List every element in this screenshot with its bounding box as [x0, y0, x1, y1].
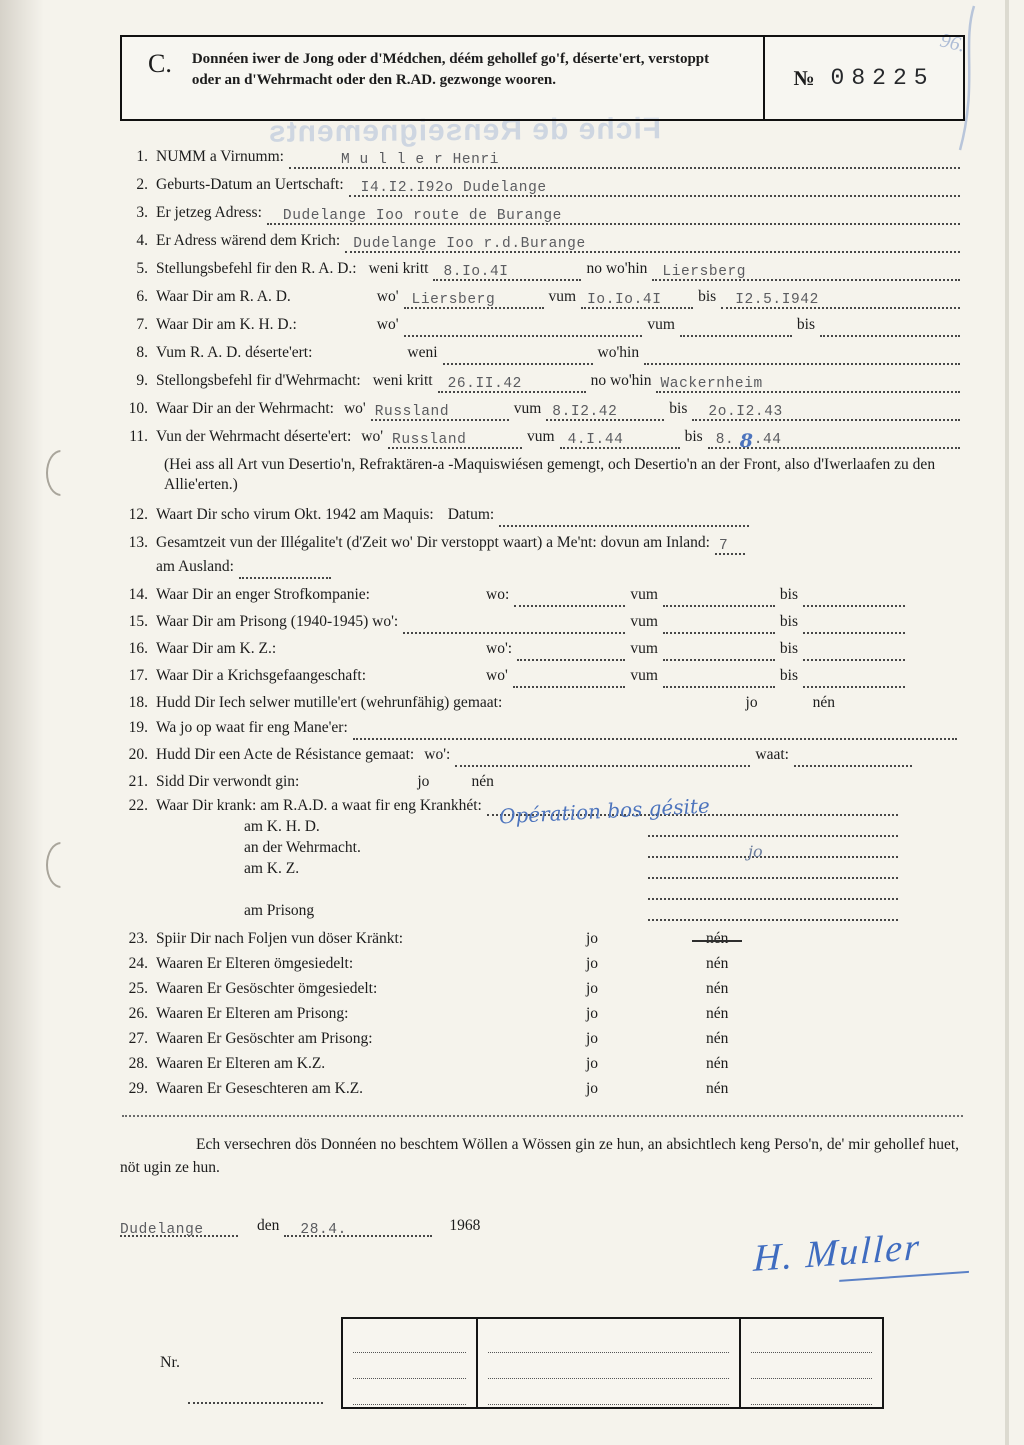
row-18: [120, 693, 965, 713]
dotted-field: [803, 666, 905, 688]
item-number: 8.: [136, 344, 148, 361]
jo-option: jo: [586, 955, 599, 972]
jo-option: jo: [417, 773, 430, 790]
item-label: Vun der Wehrmacht déserte'ert:: [156, 428, 352, 445]
signature: H. Muller: [752, 1225, 922, 1295]
form-number-box: [763, 37, 963, 119]
item-label: Waar Dir a Krichsgefaangeschaft:: [156, 667, 367, 684]
bottom-table-col-1: [343, 1319, 476, 1407]
row-17: [120, 666, 965, 688]
typed-entry: Dudelange Ioo r.d.Burange: [353, 236, 586, 252]
dotted-line: [488, 1327, 729, 1353]
date-field: [284, 1217, 432, 1237]
row-16: [120, 639, 965, 661]
item-label: Waar Dir am Prisong (1940-1945) wo':: [156, 613, 399, 630]
item-number: 22.: [128, 797, 148, 814]
dotted-line: [751, 1327, 872, 1353]
row-22-extra-line: [120, 881, 965, 900]
place-typed: Dudelange: [120, 1222, 204, 1238]
dotted-field: [794, 745, 912, 767]
item-number: 20.: [128, 746, 148, 763]
item-label: Spiir Dir nach Foljen vun döser Kränkt:: [156, 930, 404, 947]
item-label: Hudd Dir een Acte de Résistance gemaat:: [156, 746, 415, 763]
row-5: [120, 259, 965, 281]
dotted-field: [404, 287, 544, 309]
row-7: [120, 315, 965, 337]
dotted-field: [656, 371, 960, 393]
dotted-field: [289, 147, 960, 169]
row-26: [120, 1004, 965, 1024]
typed-entry: 8.Io.4I: [443, 264, 509, 280]
dotted-field: [239, 557, 331, 579]
field-label: wo': [361, 428, 384, 445]
sub-label: am Prisong: [244, 902, 315, 919]
bleedthrough-text: Fiche de Renseignements: [267, 112, 662, 149]
dotted-field: [648, 902, 898, 921]
dotted-field: [803, 639, 905, 661]
field-label: wo': [343, 400, 366, 417]
typed-entry: Io.Io.4I: [587, 292, 662, 308]
field-label: wo': [376, 288, 399, 305]
item-number: 13.: [128, 534, 148, 551]
item-number: 25.: [128, 980, 148, 997]
dotted-field: [514, 585, 625, 607]
nr-dotted-field: [188, 1402, 323, 1404]
dotted-field: [371, 399, 509, 421]
dotted-field: [803, 585, 905, 607]
field-label: bis: [684, 428, 703, 445]
dotted-line: [353, 1327, 466, 1353]
item-11-note: (Hei ass all Art vun Desertio'n, Refraktären-a -Maquiswiésen gemengt, och Desertio'n an der Front, also d'Iwerlaafen zu den Allie'erten.): [164, 456, 936, 493]
row-22-sub2: [120, 839, 965, 861]
dotted-line: [353, 1379, 466, 1405]
row-24: [120, 954, 965, 974]
dotted-field: [438, 371, 586, 393]
jo-option: jo: [586, 1030, 599, 1047]
dotted-field: [803, 612, 905, 634]
field-label: bis: [779, 613, 798, 630]
dotted-field: [499, 505, 749, 527]
field-label: weni kritt: [372, 372, 433, 389]
sub-label: am K. H. D.: [244, 818, 320, 835]
item-label: Waar Dir an enger Strofkompanie:: [156, 586, 370, 603]
dotted-field: [353, 718, 957, 740]
item-label: Waar Dir am K. Z.:: [156, 640, 277, 657]
item-label: Stellongsbefehl fir d'Wehrmacht:: [156, 372, 361, 389]
item-label: Stellungsbefehl fir den R. A. D.:: [156, 260, 357, 277]
item-label: Waaren Er Gesöschter am Prisong:: [156, 1030, 373, 1047]
dotted-field: [404, 315, 643, 337]
handwritten-correction: 8: [739, 430, 753, 452]
row-23: [120, 929, 965, 949]
field-label: vum: [630, 667, 658, 684]
row-8: [120, 343, 965, 365]
dotted-field: [517, 639, 625, 661]
jo-option: jo: [586, 980, 599, 997]
dotted-field: [546, 399, 664, 421]
dotted-field: [708, 427, 960, 452]
dotted-field: [648, 839, 898, 861]
item-label: Waar Dir am R. A. D.: [156, 288, 291, 305]
dotted-field: [487, 793, 898, 829]
item-label: Waaren Er Geseschteren am K.Z.: [156, 1080, 364, 1097]
nen-option: nén: [706, 980, 729, 997]
item-number: 3.: [136, 204, 148, 221]
typed-entry: 26.II.42: [447, 376, 522, 392]
field-label: vum: [527, 428, 555, 445]
item-number: 14.: [128, 586, 148, 603]
item-number: 28.: [128, 1055, 148, 1072]
item-number: 7.: [136, 316, 148, 333]
handwritten-corner-note: 96.: [937, 29, 968, 57]
dotted-field: [680, 315, 792, 337]
jo-option: jo: [586, 1080, 599, 1097]
typed-entry: I2.5.I942: [735, 292, 819, 308]
nen-option: nén: [812, 694, 835, 711]
field-label: wo': [486, 667, 508, 684]
handwritten-entry: Opération bos gésite: [498, 793, 711, 829]
dotted-field: [663, 585, 775, 607]
row-4: [120, 231, 965, 253]
sub-label: an der Wehrmacht.: [244, 839, 361, 856]
item-number: 6.: [136, 288, 148, 305]
dotted-line: [353, 1353, 466, 1379]
field-label: wo'hin: [597, 344, 640, 361]
typed-entry: Russland: [374, 404, 450, 420]
dotted-field: [443, 343, 593, 365]
row-14: [120, 585, 965, 607]
year-label: 1968: [449, 1217, 481, 1234]
nen-option: nén: [706, 1005, 729, 1022]
row-9: [120, 371, 965, 393]
dotted-line: [488, 1353, 729, 1379]
form-body: [120, 35, 965, 1409]
typed-entry: 2o.I2.43: [708, 404, 783, 420]
field-label: wo':: [424, 746, 451, 763]
row-27: [120, 1029, 965, 1049]
nr-label: Nr.: [160, 1354, 180, 1371]
row-25: [120, 979, 965, 999]
item-label: NUMM a Virnumm:: [156, 148, 284, 165]
bottom-table-row: [120, 1317, 965, 1409]
dotted-field: [581, 287, 693, 309]
bottom-table-col-2: [476, 1319, 739, 1407]
field-label: vum: [548, 288, 577, 305]
dotted-field: [560, 427, 680, 449]
item-label: Waart Dir scho virum Okt. 1942 am Maquis:: [156, 506, 434, 523]
dotted-field: [648, 860, 898, 879]
item-label: Er jetzeg Adress:: [156, 204, 262, 221]
field-label: bis: [779, 667, 798, 684]
item-label: Vum R. A. D. déserte'ert:: [156, 344, 313, 361]
date-typed: 28.4.: [300, 1222, 347, 1238]
dotted-field: [721, 287, 960, 309]
item-number: 11.: [129, 428, 148, 445]
item-label: Geburts-Datum an Uertschaft:: [156, 176, 344, 193]
declaration-paragraph: Ech versechren dös Donnéen no beschtem Wöllen a Wössen gin ze hun, an absichtlech keng Perso'n, de' mir gehollef huet, nöt ugin ze hun.: [120, 1136, 959, 1176]
den-label: den: [257, 1217, 280, 1234]
nen-option-struck: nén: [706, 930, 729, 947]
item-number: 15.: [128, 613, 148, 630]
item-label: Sidd Dir verwondt gin:: [156, 773, 300, 790]
row-2: [120, 175, 965, 197]
typed-entry: Liersberg: [662, 264, 747, 280]
typed-entry: Wackernheim: [660, 376, 763, 392]
field-label: vum: [513, 400, 542, 417]
typed-entry: 4.I.44: [567, 432, 624, 448]
typed-entry: Liersberg: [411, 292, 496, 308]
row-28: [120, 1054, 965, 1074]
field-label: weni: [407, 344, 438, 361]
dotted-field: [715, 533, 745, 555]
dotted-field: [692, 399, 960, 421]
field-label: bis: [698, 288, 717, 305]
row-15: [120, 612, 965, 634]
item-label: Waaren Er Gesöschter ömgesiedelt:: [156, 980, 378, 997]
dotted-field: [652, 259, 960, 281]
item-number: 17.: [128, 667, 148, 684]
row-22-sub4: [120, 902, 965, 921]
dotted-field: [349, 175, 960, 197]
jo-option: jo: [586, 1055, 599, 1072]
dotted-field: [513, 666, 626, 688]
row-12: [120, 505, 965, 527]
place-field: [120, 1217, 238, 1237]
item-label: am Ausland:: [156, 558, 234, 575]
dotted-field: [648, 881, 898, 900]
hole-punch-icon: [46, 842, 76, 888]
dotted-field: [648, 818, 898, 837]
row-1: [120, 147, 965, 169]
typed-entry: Dudelange Ioo route de Burange: [282, 208, 562, 224]
dotted-field: [403, 612, 625, 634]
field-label: no wo'hin: [590, 372, 652, 389]
field-label: weni kritt: [368, 260, 429, 277]
dotted-field: [388, 427, 522, 449]
nen-option: nén: [471, 773, 494, 790]
item-number: 1.: [136, 148, 148, 165]
handwritten-entry: jo: [748, 842, 763, 861]
item-label: Waar Dir krank: am R.A.D. a waat fir eng Krankhét:: [156, 797, 482, 814]
row-29: [120, 1079, 965, 1099]
section-divider: [122, 1115, 963, 1117]
item-number: 21.: [128, 773, 148, 790]
item-number: 2.: [136, 176, 148, 193]
section-letter: C.: [148, 49, 172, 78]
item-number: 27.: [128, 1030, 148, 1047]
field-label: no wo'hin: [586, 260, 648, 277]
item-label: Gesamtzeit vun der Illégalite't (d'Zeit wo' Dir verstoppt waart) a Me'nt: dovun am Inland:: [156, 534, 710, 551]
field-label: bis: [796, 316, 815, 333]
field-label: vum: [630, 613, 658, 630]
typed-entry: 8.: [715, 432, 735, 448]
item-number: 26.: [128, 1005, 148, 1022]
field-label: wo:: [486, 586, 510, 603]
row-3: [120, 203, 965, 225]
typed-entry: M u l l e r Henri: [340, 152, 500, 168]
question-list: [120, 147, 965, 1099]
item-number: 4.: [136, 232, 148, 249]
jo-option: jo: [586, 1005, 599, 1022]
typed-entry: Russland: [392, 432, 467, 448]
typed-entry: I4.I2.I92o Dudelange: [360, 180, 547, 196]
dotted-field: [433, 259, 581, 281]
bottom-table: [341, 1317, 884, 1409]
dotted-field: [455, 745, 750, 767]
nen-option: nén: [706, 1055, 729, 1072]
item-number: 9.: [136, 372, 148, 389]
dotted-line: [488, 1379, 729, 1405]
item-label: Waaren Er Elteren am K.Z.: [156, 1055, 326, 1072]
numero-sign: №: [793, 65, 815, 90]
row-22-sub3: [120, 860, 965, 879]
jo-option: jo: [586, 930, 599, 947]
field-label: waat:: [755, 746, 789, 763]
dotted-field: [267, 203, 960, 225]
field-label: bis: [779, 640, 798, 657]
item-number: 29.: [128, 1080, 148, 1097]
item-label: Waar Dir an der Wehrmacht:: [156, 400, 334, 417]
typed-entry: 8.I2.42: [552, 404, 618, 420]
jo-option: jo: [745, 694, 758, 711]
row-20: [120, 745, 965, 767]
dotted-field: [663, 666, 775, 688]
form-number-value: 08225: [830, 65, 935, 91]
item-number: 12.: [128, 506, 148, 523]
row-11: [120, 427, 965, 452]
row-19: [120, 718, 965, 740]
field-label: Datum:: [447, 506, 495, 523]
item-number: 23.: [128, 930, 148, 947]
row-10: [120, 399, 965, 421]
item-label: Wa jo op waat fir eng Mane'er:: [156, 719, 348, 736]
sub-label: am K. Z.: [244, 860, 300, 877]
dotted-line: [751, 1379, 872, 1405]
header-left: [122, 37, 763, 119]
item-label: Waaren Er Elteren ömgesiedelt:: [156, 955, 354, 972]
typed-entry: .44: [753, 432, 782, 448]
row-13b: [120, 557, 965, 579]
item-number: 10.: [128, 400, 148, 417]
item-number: 18.: [128, 694, 148, 711]
field-label: bis: [779, 586, 798, 603]
dotted-field: [663, 612, 775, 634]
typed-entry: 7: [718, 538, 729, 554]
header-paragraph: Donnéen iwer de Jong oder d'Médchen, déém gehollef go'f, déserte'ert, verstoppt oder an d'Wehrmacht oder den R.AD. gezwonge wooren.: [191, 51, 710, 88]
item-label: Hudd Dir Iech selwer mutille'ert (wehrunfähig) gemaat:: [156, 694, 503, 711]
dotted-field: [644, 343, 960, 365]
field-label: bis: [669, 400, 688, 417]
field-label: vum: [630, 640, 658, 657]
item-number: 19.: [128, 719, 148, 736]
field-label: wo': [376, 316, 399, 333]
dotted-line: [751, 1353, 872, 1379]
dotted-field: [663, 639, 775, 661]
item-label: Er Adress wärend dem Krich:: [156, 232, 341, 249]
row-21: [120, 772, 965, 792]
item-label: Waaren Er Elteren am Prisong:: [156, 1005, 349, 1022]
item-number: 16.: [128, 640, 148, 657]
nen-option: nén: [706, 1080, 729, 1097]
item-number: 24.: [128, 955, 148, 972]
dotted-field: [820, 315, 960, 337]
nen-option: nén: [706, 955, 729, 972]
field-label: vum: [647, 316, 675, 333]
hole-punch-icon: [46, 450, 76, 496]
field-label: vum: [630, 586, 658, 603]
nen-option: nén: [706, 1030, 729, 1047]
header-box: [120, 35, 965, 121]
bottom-table-col-3: [739, 1319, 882, 1407]
field-label: wo':: [486, 640, 513, 657]
dotted-field: [345, 231, 960, 253]
row-13: [120, 533, 965, 555]
item-label: Waar Dir am K. H. D.:: [156, 316, 297, 333]
item-number: 5.: [136, 260, 148, 277]
row-6: [120, 287, 965, 309]
